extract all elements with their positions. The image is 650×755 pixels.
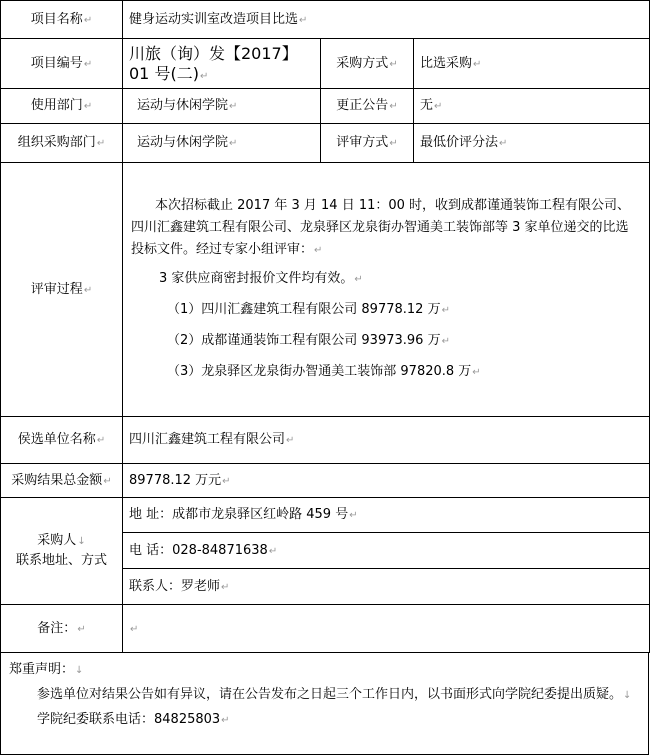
org-department-value: 运动与休闲学院↵ bbox=[123, 124, 321, 163]
row-contact-address bbox=[1, 498, 650, 533]
review-process-label: 评审过程↵ bbox=[1, 163, 123, 417]
department-value: 运动与休闲学院↵ bbox=[123, 89, 321, 124]
contact-label: 采购人↓ 联系地址、方式 bbox=[1, 498, 123, 605]
row-total-amount bbox=[1, 464, 650, 498]
review-validity: 3 家供应商密封报价文件均有效。↵ bbox=[159, 271, 363, 286]
statement-hotline: 学院纪委联系电话：84825803↵ bbox=[37, 712, 230, 727]
total-amount-value: 89778.12 万元↵ bbox=[123, 464, 650, 498]
bid-item: （1）四川汇鑫建筑工程有限公司 89778.12 万↵ bbox=[167, 302, 450, 317]
purchase-method-value: 比选采购↵ bbox=[414, 39, 650, 89]
row-project-name bbox=[1, 1, 650, 39]
statement-text: 参选单位对结果公告如有异议，请在公告发布之日起三个工作日内，以书面形式向学院纪委提出质疑。↓ bbox=[37, 687, 632, 702]
purchase-method-label: 采购方式↵ bbox=[321, 39, 414, 89]
review-process-content bbox=[123, 163, 650, 417]
department-label: 使用部门↵ bbox=[1, 89, 123, 124]
remark-label: 备注：↵ bbox=[1, 605, 123, 653]
row-candidate bbox=[1, 417, 650, 464]
total-amount-label: 采购结果总金额↵ bbox=[1, 464, 123, 498]
row-org-department bbox=[1, 124, 650, 163]
contact-phone: 电 话：028-84871638↵ bbox=[123, 533, 650, 569]
row-review-process bbox=[1, 163, 650, 417]
row-department bbox=[1, 89, 650, 124]
bid-item: （3）龙泉驿区龙泉街办智通美工装饰部 97820.8 万↵ bbox=[167, 364, 481, 379]
remark-value: ↵ bbox=[123, 605, 650, 653]
review-method-label: 评审方式↵ bbox=[321, 124, 414, 163]
row-project-no bbox=[1, 39, 650, 89]
project-no-value: 川旅（询）发【2017】 01 号(二)↵ bbox=[123, 39, 321, 89]
review-method-value: 最低价评分法↵ bbox=[414, 124, 650, 163]
contact-person: 联系人：罗老师↵ bbox=[123, 569, 650, 605]
project-name-label: 项目名称↵ bbox=[1, 1, 123, 39]
statement-title: 郑重声明：↓ bbox=[9, 662, 84, 677]
project-no-label: 项目编号↵ bbox=[1, 39, 123, 89]
org-department-label: 组织采购部门↵ bbox=[1, 124, 123, 163]
contact-address: 地 址：成都市龙泉驿区红岭路 459 号↵ bbox=[123, 498, 650, 533]
review-paragraph: 本次招标截止 2017 年 3 月 14 日 11：00 时，收到成都谨通装饰工程有限公司、四川汇鑫建筑工程有限公司、龙泉驿区龙泉街办智通美工装饰部等 3 家单位递交的比选投标文件。经过专家小组评审：↵ bbox=[131, 198, 631, 257]
project-name-value: 健身运动实训室改造项目比选↵ bbox=[123, 1, 650, 39]
row-remark bbox=[1, 605, 650, 653]
correction-label: 更正公告↵ bbox=[321, 89, 414, 124]
candidate-label: 侯选单位名称↵ bbox=[1, 417, 123, 464]
bid-item: （2）成都谨通装饰工程有限公司 93973.96 万↵ bbox=[167, 333, 450, 348]
correction-value: 无↵ bbox=[414, 89, 650, 124]
statement-block bbox=[0, 652, 649, 755]
candidate-value: 四川汇鑫建筑工程有限公司↵ bbox=[123, 417, 650, 464]
